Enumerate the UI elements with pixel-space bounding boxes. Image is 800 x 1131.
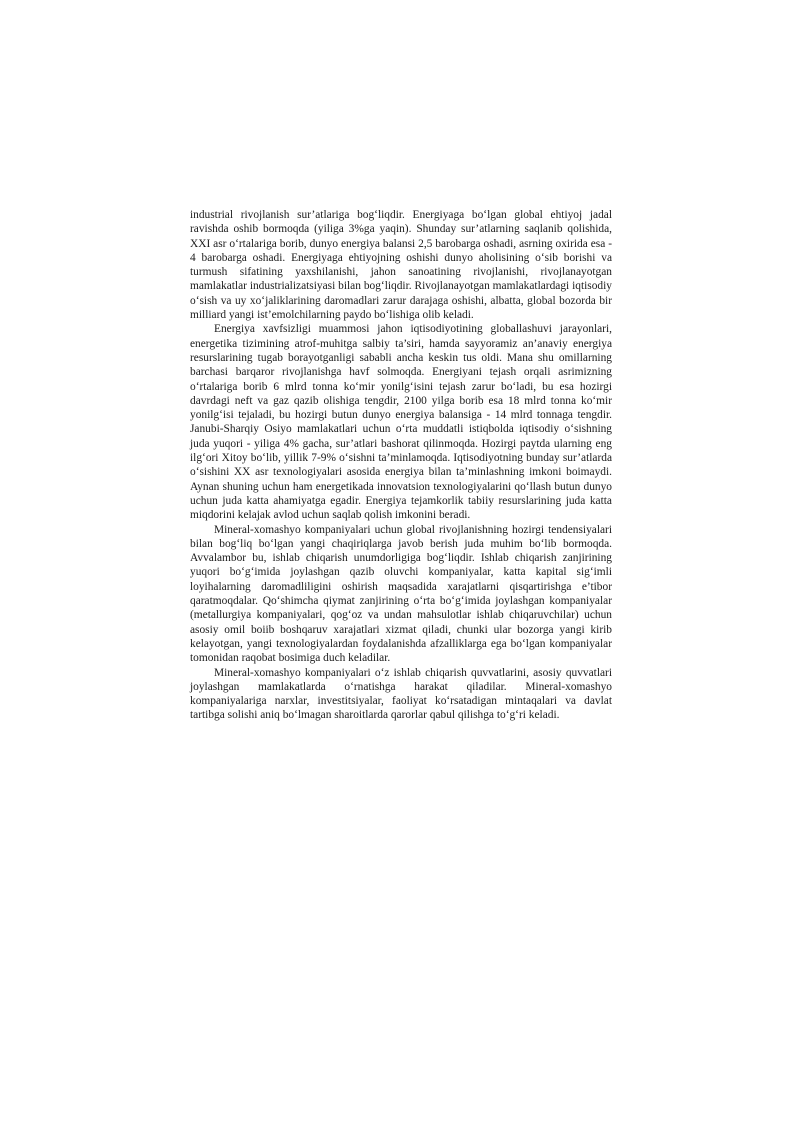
paragraph-3: Mineral-xomashyo kompaniyalari uchun global rivojlanishning hozirgi tendensiyalari bilan bog‘liq bo‘lgan yangi chaqiriqlarga javob berish juda muhim bo‘lib bormoqda. Avvalambor bu, ishlab chiqarish unumdorligiga bog‘liqdir. Ishlab chiqarish zanjirining yuqori bo‘g‘imida joylashgan qazib oluvchi kompaniyalar, katta kapital sig‘imli loyihalarning daromadliligini oshirish maqsadida xarajatlarni qisqartirishga e’tibor qaratmoqdalar. Qo‘shimcha qiymat zanjirining o‘rta bo‘g‘imida joylashgan kompaniyalar (metallurgiya kompaniyalari, qog‘oz va undan mahsulotlar ishlab chiqaruvchilar) uchun asosiy omil boiib boshqaruv xarajatlari xizmat qiladi, chunki ular bozorga yangi kirib kelayotgan, yangi texnologiyalardan foydalanishda afzalliklarga ega bo‘lgan kompaniyalar tomonidan raqobat bosimiga duch keladilar. <box>190 523 612 665</box>
paragraph-2: Energiya xavfsizligi muammosi jahon iqtisodiyotining globallashuvi jarayonlari, energetika tizimining atrof-muhitga salbiy ta’siri, hamda sayyoramiz an’anaviy energiya resurslarining tugab borayotganligi sababli ancha keskin tus oldi. Mana shu omillarning barchasi barqaror rivojlanishga havf solmoqda. Energiyani tejash orqali asrimizning o‘rtalariga borib 6 mlrd tonna ko‘mir yonilg‘isini tejash zarur bo‘ladi, bu esa hozirgi davrdagi neft va gaz qazib olishiga tengdir, 2100 yilga borib esa 18 mlrd tonna ko‘mir yonilg‘isi tejaladi, bu hozirgi butun dunyo energiya balansiga - 14 mlrd tonnaga tengdir. Janubi-Sharqiy Osiyo mamlakatlari uchun o‘rta muddatli istiqbolda iqtisodiy o‘sishning juda yuqori - yiliga 4% gacha, sur’atlari bashorat qilinmoqda. Hozirgi paytda ularning eng ilg‘ori Xitoy bo‘lib, yillik 7-9% o‘sishni ta’minlamoqda. Iqtisodiyotning bunday sur’atlarda o‘sishini XX asr texnologiyalari asosida energiya bilan ta’minlashning imkoni boimaydi. Aynan shuning uchun ham energetikada innovatsion texnologiyalarini qo‘llash butun dunyo uchun juda katta ahamiyatga egadir. Energiya tejamkorlik tabiiy resurslarining juda katta miqdorini kelajak avlod uchun saqlab qolish imkonini beradi. <box>190 323 612 522</box>
paragraph-4: Mineral-xomashyo kompaniyalari o‘z ishlab chiqarish quvvatlarini, asosiy quvvatlari joylashgan mamlakatlarda o‘rnatishga harakat qiladilar. Mineral-xomashyo kompaniyalariga narxlar, investitsiyalar, faoliyat ko‘rsatadigan mintaqalari va davlat tartibga solishi aniq bo‘lmagan sharoitlarda qarorlar qabul qilishga to‘g‘ri keladi. <box>190 666 612 722</box>
paragraph-1: industrial rivojlanish sur’atlariga bog‘liqdir. Energiyaga bo‘lgan global ehtiyoj jadal ravishda oshib bormoqda (yiliga 3%ga yaqin). Shunday sur’atlarning saqlanib qolishida, XXI asr o‘rtalariga borib, dunyo energiya balansi 2,5 barobarga oshadi, asrning oxirida esa - 4 barobarga oshadi. Energiyaga ehtiyojning oshishi dunyo aholisining o‘sib borishi va turmush sifatining yaxshilanishi, jahon sanoatining rivojlanishi, rivojlanayotgan mamlakatlar industrializatsiyasi bilan bog‘liqdir. Rivojlanayotgan mamlakatlardagi iqtisodiy o‘sish va uy xo‘jaliklarining daromadlari zarur darajaga oshishi, albatta, global bozorda bir milliard yangi ist’emolchilarning paydo bo‘lishiga olib keladi. <box>190 209 612 322</box>
document-page <box>190 208 612 723</box>
